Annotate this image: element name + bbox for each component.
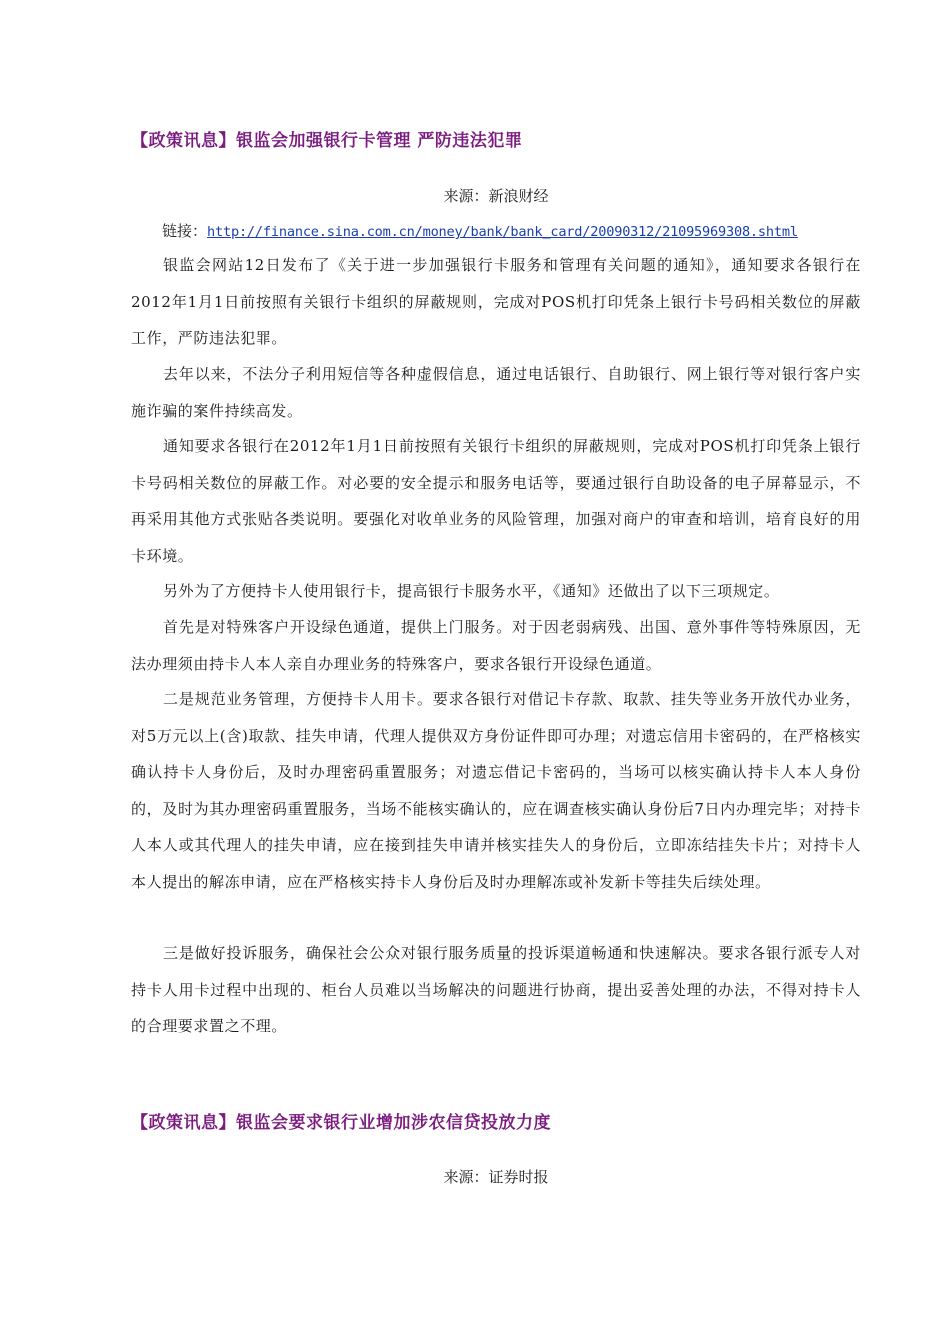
link-label: 链接： — [162, 222, 208, 240]
article-1-paragraph-3: 通知要求各银行在2012年1月1日前按照有关银行卡组织的屏蔽规则，完成对POS机打印凭条上银行卡号码相关数位的屏蔽工作。对必要的安全提示和服务电话等，要通过银行自助设备的电子屏幕显示，不再采用其他方式张贴各类说明。要强化对收单业务的风险管理，加强对商户的审查和培训，培育良好的用卡环境。 — [131, 437, 861, 565]
article-1-paragraph-2: 去年以来，不法分子利用短信等各种虚假信息，通过电话银行、自助银行、网上银行等对银行客户实施诈骗的案件持续高发。 — [131, 365, 861, 420]
article-1-paragraph-7: 三是做好投诉服务，确保社会公众对银行服务质量的投诉渠道畅通和快速解决。要求各银行派专人对持卡人用卡过程中出现的、柜台人员难以当场解决的问题进行协商，提出妥善处理的办法，不得对持卡人的合理要求置之不理。 — [131, 944, 861, 1035]
article-1-paragraph-4: 另外为了方便持卡人使用银行卡，提高银行卡服务水平，《通知》还做出了以下三项规定。 — [163, 582, 780, 600]
article-1-paragraph-6: 二是规范业务管理，方便持卡人用卡。要求各银行对借记卡存款、取款、挂失等业务开放代办业务，对5万元以上(含)取款、挂失申请，代理人提供双方身份证件即可办理；对遗忘信用卡密码的，在严格核实确认持卡人身份后，及时办理密码重置服务；对遗忘借记卡密码的，当场可以核实确认持卡人本人身份的，及时为其办理密码重置服务，当场不能核实确认的，应在调查核实确认身份后7日内办理完毕；对持卡人本人或其代理人的挂失申请，应在接到挂失申请并核实挂失人的身份后，立即冻结挂失卡片；对持卡人本人提出的解冻申请，应在严格核实持卡人身份后及时办理解冻或补发新卡等挂失后续处理。 — [131, 690, 861, 891]
article-1-title: 【政策讯息】银监会加强银行卡管理 严防违法犯罪 — [131, 131, 523, 151]
article-1-source: 来源：新浪财经 — [443, 187, 549, 205]
article-1-link-line — [162, 220, 798, 241]
article-1-paragraph-5: 首先是对特殊客户开设绿色通道，提供上门服务。对于因老弱病残、出国、意外事件等特殊原因，无法办理须由持卡人本人亲自办理业务的特殊客户，要求各银行开设绿色通道。 — [131, 618, 861, 673]
article-1-paragraph-1: 银监会网站12日发布了《关于进一步加强银行卡服务和管理有关问题的通知》，通知要求各银行在2012年1月1日前按照有关银行卡组织的屏蔽规则，完成对POS机打印凭条上银行卡号码相关数位的屏蔽工作，严防违法犯罪。 — [131, 256, 861, 347]
article-2-source: 来源：证券时报 — [443, 1168, 549, 1186]
article-1-link[interactable]: http://finance.sina.com.cn/money/bank/bank_card/20090312/21095969308.shtml — [207, 224, 798, 240]
article-2-title: 【政策讯息】银监会要求银行业增加涉农信贷投放力度 — [131, 1113, 551, 1133]
